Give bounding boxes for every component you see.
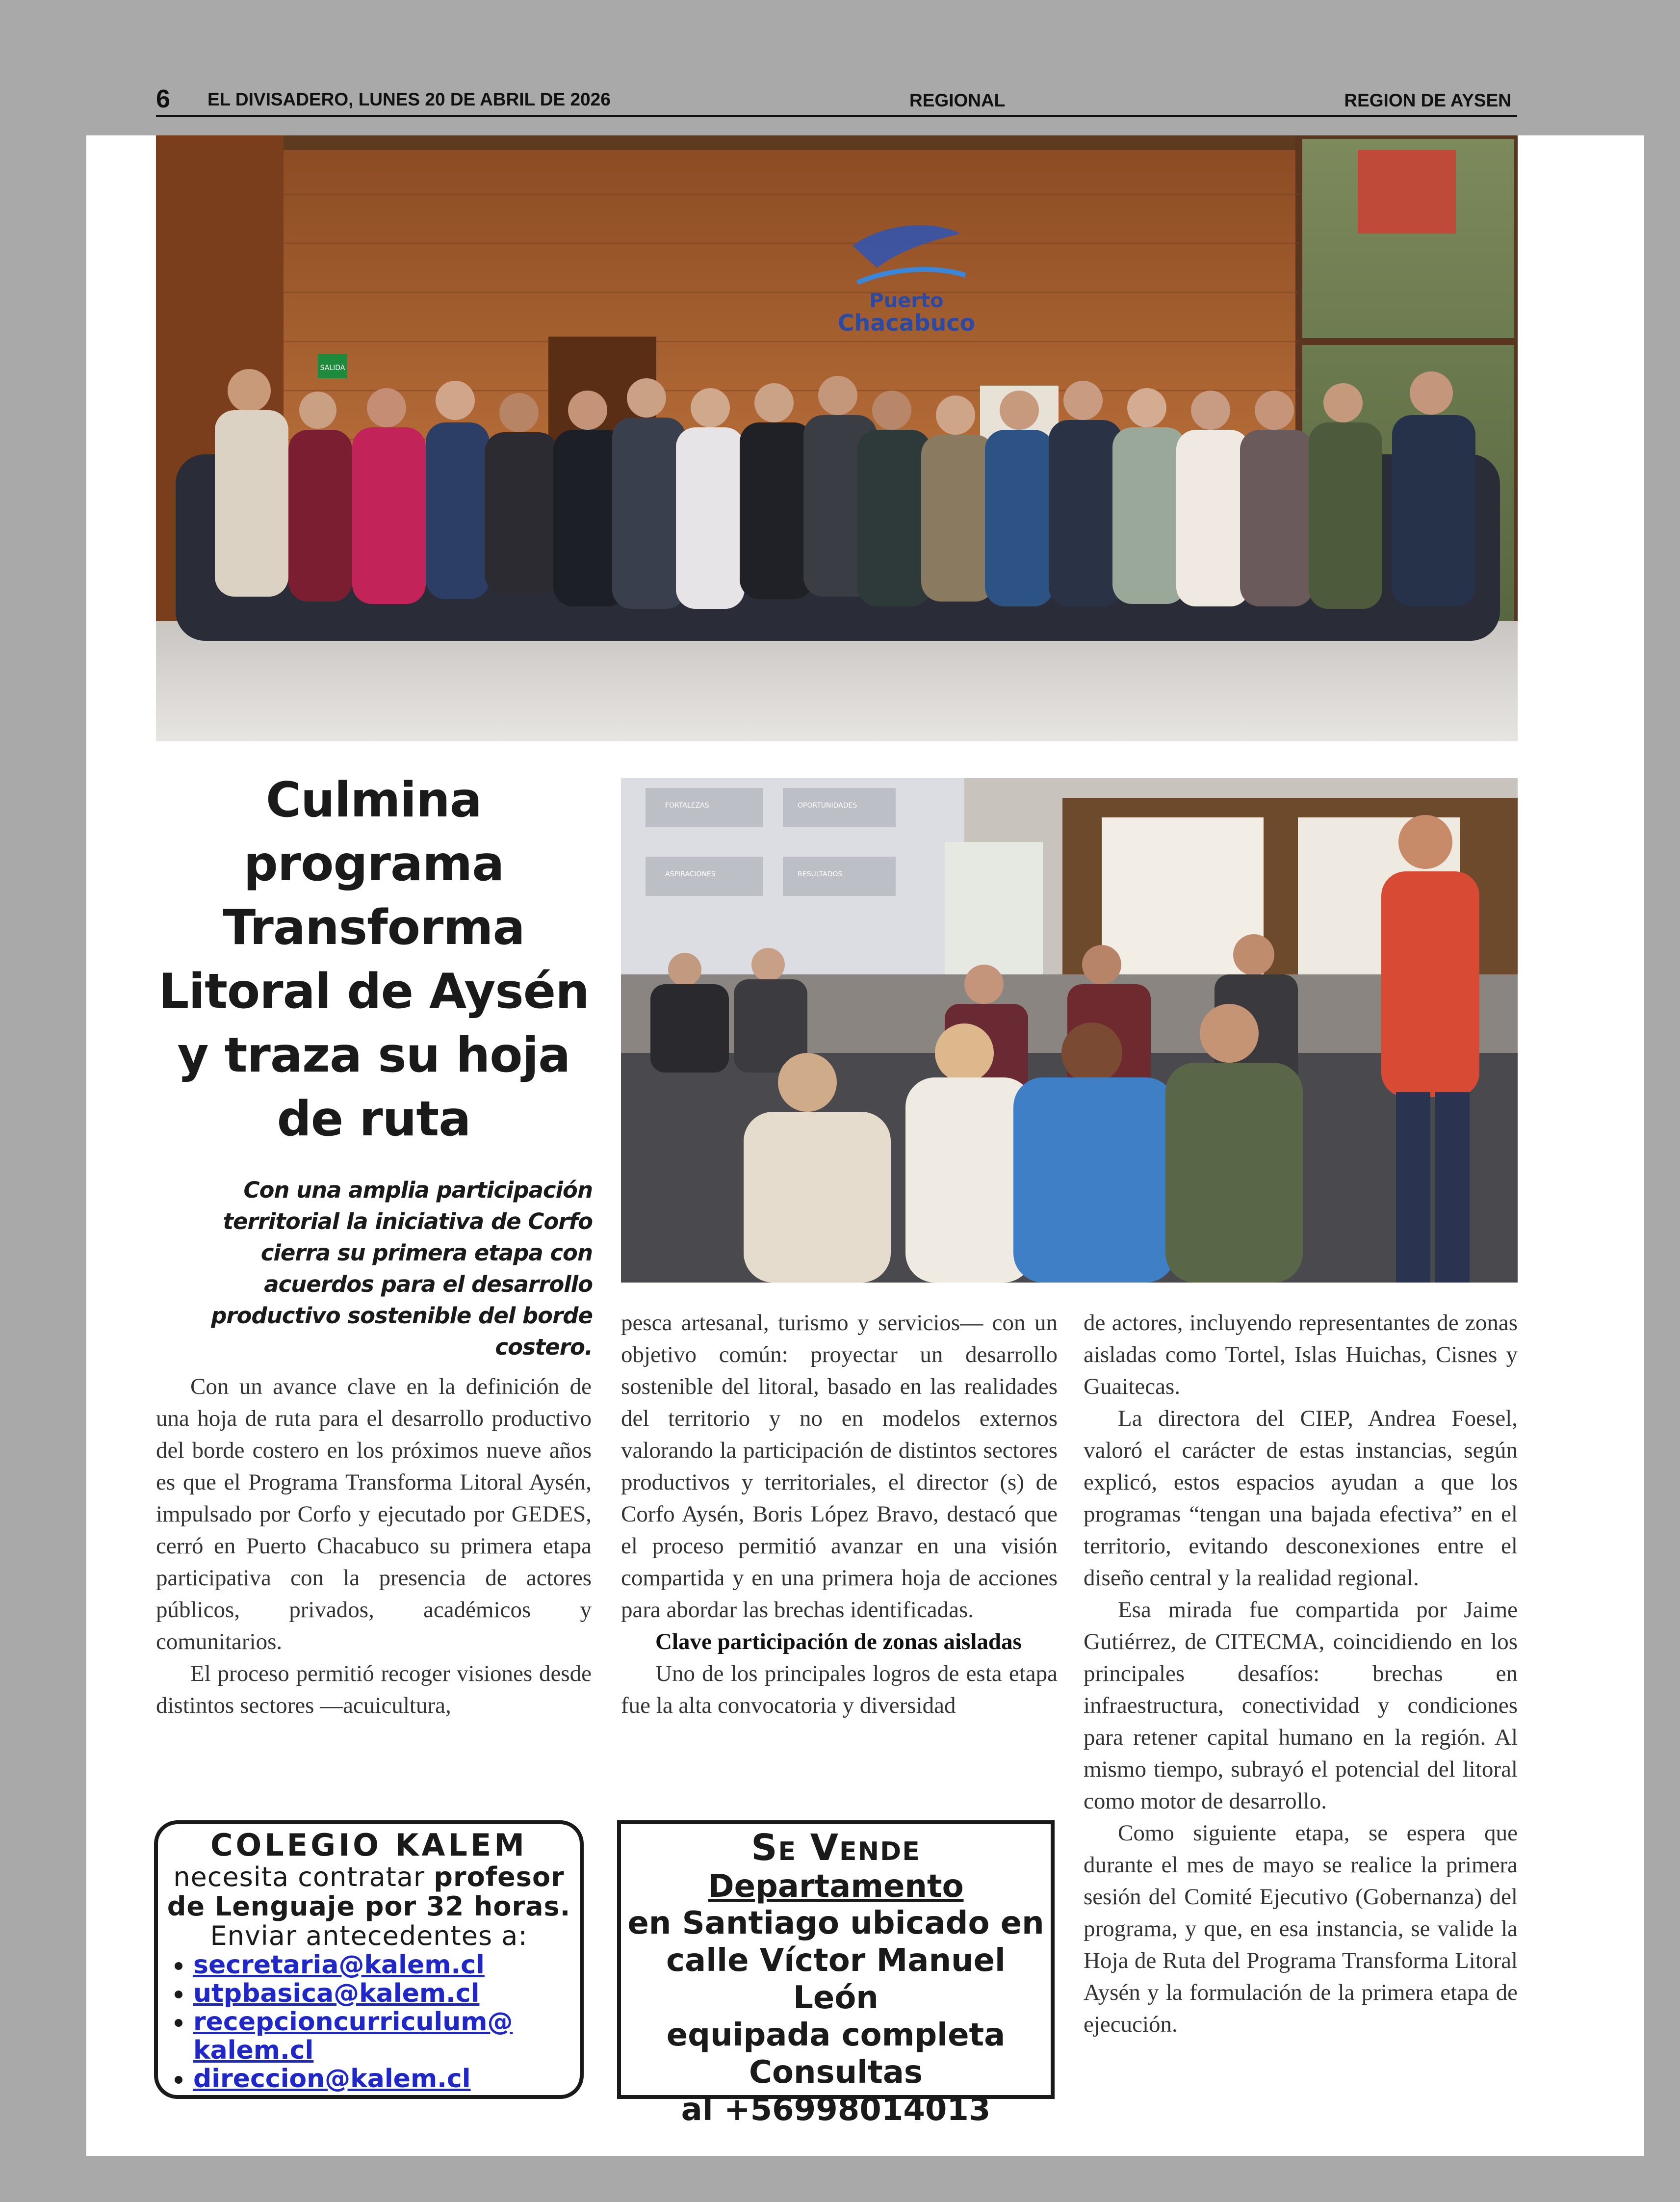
article-column-1 [156, 1371, 592, 1722]
col3-paragraph-2: La directora del CIEP, Andrea Foesel, valoró el carácter de estas instancias, según explicó, estos espacios ayudan a que los programas “tengan una bajada efectiva” en el territorio, evitando desconexiones entre el diseño central y la realidad regional. [1084, 1406, 1518, 1591]
ad-kalem-title: COLEGIO KALEM [210, 1827, 527, 1863]
ad-se-vende [617, 1820, 1055, 2128]
exit-sign-text: SALIDA [320, 364, 345, 372]
ad-vende-item: Departamento [708, 1868, 964, 1905]
group-photo [156, 135, 1518, 741]
workshop-photo [621, 778, 1518, 1283]
ad-vende-line-3: equipada completa [666, 2017, 1006, 2053]
col2-paragraph-2: Uno de los principales logros de esta etapa fue la alta convocatoria y diversidad [621, 1661, 1058, 1718]
col3-paragraph-1: de actores, incluyendo representantes de zonas aisladas como Tortel, Islas Huichas, Cisnes y Guaitecas. [1084, 1310, 1518, 1399]
page-header [156, 84, 1517, 117]
ad-kalem-line-1-text: necesita contratar [173, 1861, 434, 1892]
group-photo-illustration [156, 135, 1518, 741]
email-link-utpbasica[interactable]: utpbasica@kalem.cl [193, 1979, 480, 2008]
col3-paragraph-4: Como siguiente etapa, se espera que durante el mes de mayo se realice la primera sesión del Comité Ejecutivo (Gobernanza) del programa, y que, en esa instancia, se valide la Hoja de Ruta del Programa Transforma Litoral Aysén y la formulación de la primera etapa de ejecución. [1084, 1820, 1518, 2037]
ad-vende-line-4: Consultas [749, 2054, 923, 2091]
col2-paragraph-1: pesca artesanal, turismo y servicios— con un objetivo común: proyectar un desarrollo sostenible del litoral, basado en las realidades del territorio y no en modelos externos valorando la participación de distintos sectores productivos y territoriales, el director (s) de Corfo Aysén, Boris López Bravo, destacó que el proceso permitió avanzar en una visión compartida y en una primera hoja de acciones para abordar las brechas identificadas. [621, 1310, 1058, 1623]
email-link-recepcion[interactable]: recepcioncurriculum@ kalem.cl [193, 2007, 513, 2065]
slide-label-2: OPORTUNIDADES [798, 802, 857, 810]
col2-subtitle: Clave participación de zonas aisladas [655, 1629, 1022, 1654]
slide-label-1: FORTALEZAS [665, 802, 709, 810]
ad-vende-title: Se Vende [751, 1827, 921, 1869]
ad-colegio-kalem [154, 1820, 584, 2099]
sign-chacabuco: Chacabuco [837, 310, 976, 336]
ad-kalem-line-1 [167, 1862, 571, 1892]
section-name: REGIONAL [909, 90, 1006, 110]
email-link-direccion[interactable]: direccion@kalem.cl [193, 2064, 471, 2094]
ad-kalem-email-item [193, 1979, 571, 2008]
col1-paragraph-2: El proceso permitió recoger visiones desde distintos sectores —acuicultura, [156, 1661, 592, 1718]
publication-date: EL DIVISADERO, LUNES 20 DE ABRIL DE 2026 [207, 89, 611, 109]
ad-kalem-line-1-bold: profesor [434, 1861, 565, 1892]
ad-kalem-email-item [193, 1951, 571, 1979]
article-column-3 [1084, 1307, 1518, 2041]
ad-kalem-email-item [193, 2008, 571, 2065]
workshop-photo-illustration [621, 778, 1518, 1283]
email-link-secretaria[interactable]: secretaria@kalem.cl [193, 1950, 485, 1980]
region-name: REGION DE AYSEN [1344, 90, 1511, 110]
newspaper-page [86, 135, 1644, 2156]
article-subtitle: Con una amplia participación territorial la iniciativa de Corfo cierra su primera etapa con acuerdos para el desarrollo productivo sostenible del borde costero. [211, 1177, 593, 1360]
slide-label-4: RESULTADOS [798, 870, 843, 878]
article-column-2 [621, 1307, 1058, 1722]
page-number: 6 [156, 85, 170, 113]
ad-kalem-line-2: de Lenguaje por 32 horas. [167, 1891, 571, 1922]
ad-kalem-email-item [193, 2065, 571, 2093]
ad-vende-line-1: en Santiago ubicado en [627, 1905, 1044, 1941]
sign-puerto: Puerto [869, 289, 944, 312]
article-headline: Culmina programa Transforma Litoral de Aysén y traza su hoja de ruta [158, 772, 589, 1147]
col1-paragraph-1: Con un avance clave en la definición de una hoja de ruta para el desarrollo productivo del borde costero en los próximos nueve años es que el Programa Transforma Litoral Aysén, impulsado por Corfo y ejecutado por GEDES, cerró en Puerto Chacabuco su primera etapa participativa con la presencia de actores públicos, privados, académicos y comunitarios. [156, 1374, 592, 1654]
slide-label-3: ASPIRACIONES [665, 870, 716, 878]
col3-paragraph-3: Esa mirada fue compartida por Jaime Gutiérrez, de CITECMA, coincidiendo en los principales desafíos: brechas en infraestructura, conectividad y condiciones para retener capital humano en la región. Al mismo tiempo, subrayó el potencial del litoral como motor de desarrollo. [1084, 1597, 1518, 1814]
ad-kalem-email-list [167, 1951, 571, 2093]
ad-kalem-line-3: Enviar antecedentes a: [210, 1920, 528, 1951]
ad-vende-line-2: calle Víctor Manuel León [666, 1942, 1006, 2016]
ad-vende-line-5: al +56998014013 [681, 2092, 991, 2128]
